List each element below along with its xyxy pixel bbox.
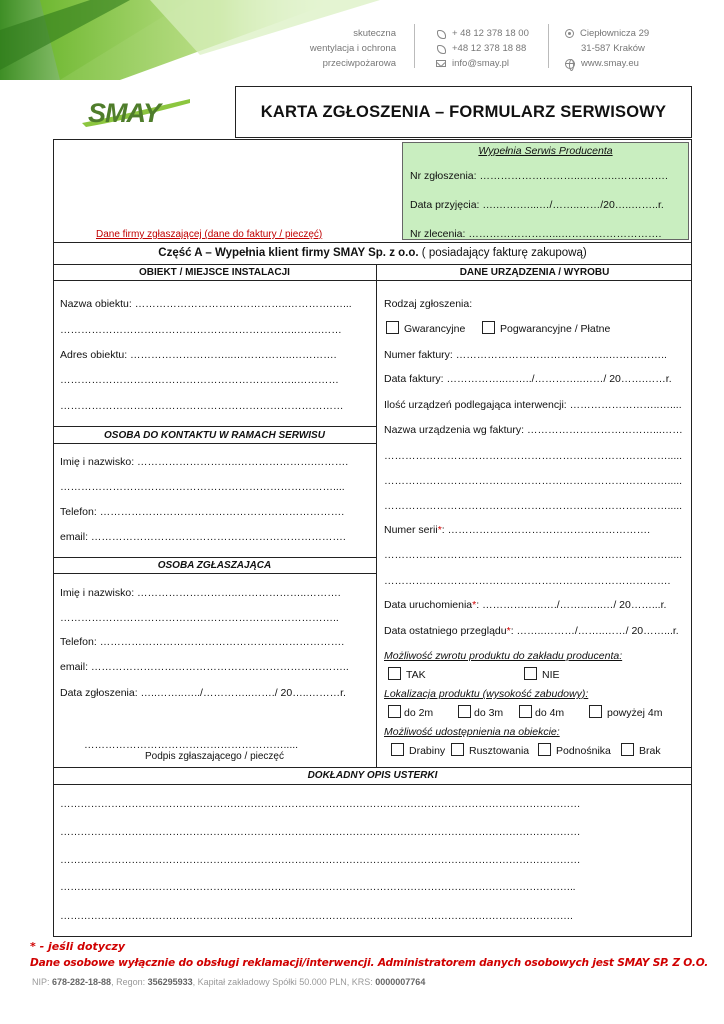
header-divider-2	[548, 24, 549, 68]
nazwa-urzadzenia-cont-1[interactable]: ……………………………………………………………………….....	[384, 450, 683, 462]
kontakt-telefon-field[interactable]: Telefon: …………………………………………………………….	[60, 506, 345, 518]
rodzaj-label: Rodzaj zgłoszenia:	[384, 298, 473, 310]
part-a-note: ( posiadający fakturę zakupową)	[418, 247, 587, 259]
part-a-bold: Część A – Wypełnia klient firmy SMAY Sp. z o.o.	[158, 247, 419, 259]
data-przyjecia-field[interactable]: Data przyjęcia: ….…….…...…/……..……/20…..……..r.	[410, 199, 664, 211]
do2m-option[interactable]	[388, 705, 433, 719]
numer-faktury-field[interactable]: Numer faktury: ……………………………………..……………..	[384, 349, 667, 361]
divider	[53, 443, 376, 444]
nie-option[interactable]	[524, 667, 560, 681]
podnosnika-option[interactable]	[538, 743, 611, 757]
opis-line-4[interactable]: ……………………………………………………………………………………………………………………………………..	[60, 881, 576, 893]
pogwarancyjne-option[interactable]	[482, 321, 610, 335]
nie-checkbox[interactable]	[524, 667, 537, 680]
adres-obiektu-cont-2[interactable]: ………………………………………………………………………	[60, 400, 344, 412]
header-contact-phones	[436, 26, 529, 71]
signature-label: Podpis zgłaszającego / pieczęć	[145, 751, 284, 762]
location-icon	[565, 29, 574, 38]
nip-label: NIP:	[32, 977, 53, 987]
capital-label: , Kapitał zakładowy Spółki 50.000 PLN, KRS:	[192, 977, 376, 987]
column-divider	[376, 264, 377, 767]
do2m-label: do 2m	[404, 707, 434, 719]
nazwa-urzadzenia-field[interactable]: Nazwa urządzenia wg faktury: ………………………………...……	[384, 424, 683, 436]
globe-icon	[565, 59, 575, 69]
gwarancyjne-option[interactable]	[386, 321, 465, 335]
data-przegladu-dots: : ……..………/……..……/ 20……...r.	[510, 625, 679, 637]
data-przegladu-label: Data ostatniego przeglądu	[384, 625, 507, 637]
tagline-line-1: skuteczna	[353, 28, 396, 39]
nazwa-urzadzenia-cont-2[interactable]: ……………………………………………………………………….....	[384, 475, 683, 487]
mozliwosc-zwrotu-label: Możliwość zwrotu produktu do zakładu producenta:	[384, 650, 623, 662]
mail-icon	[436, 60, 446, 67]
zglaszajaca-header: OSOBA ZGŁASZAJĄCA	[157, 560, 272, 571]
numer-serii-field[interactable]	[384, 524, 650, 536]
divider	[53, 280, 692, 281]
data-zgloszenia-field[interactable]: Data zgłoszenia: …..……..…../…………..……./ 20…..………r.	[60, 687, 346, 699]
podnosnika-checkbox[interactable]	[538, 743, 551, 756]
tak-checkbox[interactable]	[388, 667, 401, 680]
rusztowania-label: Rusztowania	[469, 745, 530, 757]
header-divider-1	[414, 24, 415, 68]
nr-zgloszenia-field[interactable]: Nr zgłoszenia: ………………………..………..……..…….	[410, 170, 668, 182]
drabiny-label: Drabiny	[409, 745, 446, 757]
nazwa-urzadzenia-cont-3[interactable]: ……………………………………………………………………….....	[384, 500, 683, 512]
pogwarancyjne-checkbox[interactable]	[482, 321, 495, 334]
zglaszajaca-email-field[interactable]: email: ………………………………………………………………..	[60, 661, 349, 673]
phone-2: +48 12 378 18 88	[452, 43, 527, 54]
data-faktury-field[interactable]: Data faktury: ……………..……../…………..……/ 20…….……r.	[384, 373, 672, 385]
opis-line-3[interactable]: ………………………………………………………………………………………………………………………………………	[60, 854, 581, 866]
do3m-option[interactable]	[458, 705, 503, 719]
required-star: *	[437, 524, 442, 536]
fax-icon	[436, 44, 446, 54]
gwarancyjne-label: Gwarancyjne	[404, 323, 466, 335]
gwarancyjne-checkbox[interactable]	[386, 321, 399, 334]
divider	[53, 264, 692, 265]
powyzej4m-checkbox[interactable]	[589, 705, 602, 718]
website: www.smay.eu	[581, 58, 639, 69]
lokalizacja-label: Lokalizacja produktu (wysokość zabudowy):	[384, 688, 589, 700]
divider	[53, 242, 692, 243]
do2m-checkbox[interactable]	[388, 705, 401, 718]
form-title: KARTA ZGŁOSZENIA – FORMULARZ SERWISOWY	[235, 86, 692, 138]
required-star: *	[506, 625, 511, 637]
krs-value: 0000007764	[375, 977, 426, 987]
rusztowania-option[interactable]	[451, 743, 529, 757]
numer-serii-dots: : ………………………………………………….	[441, 524, 651, 536]
divider	[53, 426, 376, 427]
powyzej4m-option[interactable]	[589, 705, 662, 719]
city: 31-587 Kraków	[581, 43, 645, 54]
footnote: * - jeśli dotyczy	[30, 940, 126, 953]
divider	[53, 557, 376, 558]
required-star: *	[472, 599, 477, 611]
divider	[53, 573, 376, 574]
opis-line-1[interactable]: ………………………………………………………………………………………………………………………………………	[60, 798, 581, 810]
numer-serii-cont[interactable]: ……………………………………………………………………….....	[384, 549, 683, 561]
drabiny-checkbox[interactable]	[391, 743, 404, 756]
opis-header: DOKŁADNY OPIS USTERKI	[307, 770, 438, 781]
opis-line-2[interactable]: ………………………………………………………………………………………………………………………………………	[60, 826, 581, 838]
podnosnika-label: Podnośnika	[556, 745, 611, 757]
registration-line	[32, 977, 425, 987]
svg-text:SMAY: SMAY	[88, 98, 161, 128]
producer-box-title: Wypełnia Serwis Producenta	[478, 145, 613, 157]
divider	[53, 767, 692, 768]
company-data-label: Dane firmy zgłaszającej (dane do faktury / pieczęć)	[96, 229, 323, 240]
part-a-heading	[53, 247, 692, 259]
header-tagline	[300, 26, 396, 71]
tagline-line-3: przeciwpożarowa	[322, 58, 396, 69]
brak-checkbox[interactable]	[621, 743, 634, 756]
nazwa-obiektu-cont[interactable]: …………………………………………………………..…….……	[60, 324, 342, 336]
udostepnienia-label: Możliwość udostępnienia na obiekcie:	[384, 726, 560, 738]
do4m-checkbox[interactable]	[519, 705, 532, 718]
kontakt-imie-cont[interactable]: ……………………………………………………………………....	[60, 481, 345, 493]
ilosc-urzadzen-field[interactable]: Ilość urządzeń podlegająca interwencji: ……………………..…....	[384, 399, 682, 411]
do4m-label: do 4m	[535, 707, 565, 719]
zglaszajaca-imie-field[interactable]: Imię i nazwisko: ………………………..………………..……….	[60, 587, 341, 599]
data-uruchomienia-label: Data uruchomienia	[384, 599, 473, 611]
drabiny-option[interactable]	[391, 743, 445, 757]
kontakt-imie-field[interactable]: Imię i nazwisko: ………………………..………………….……….	[60, 456, 349, 468]
do4m-option[interactable]	[519, 705, 564, 719]
numer-serii-label: Numer serii	[384, 524, 438, 536]
do3m-label: do 3m	[474, 707, 504, 719]
data-uruchomienia-dots: : ………….…..…./……..…..…/ 20……...r.	[476, 599, 667, 611]
nazwa-obiektu-field[interactable]: Nazwa obiektu: ……………………………………..………….…...	[60, 298, 352, 310]
zglaszajaca-telefon-field[interactable]: Telefon: …………………………………………………………….	[60, 636, 345, 648]
email-address: info@smay.pl	[452, 58, 509, 69]
nip-value: 678-282-18-88	[52, 977, 112, 987]
obiekt-header: OBIEKT / MIEJSCE INSTALACJI	[139, 267, 290, 278]
data-przegladu-field[interactable]	[384, 625, 679, 637]
adres-obiektu-field[interactable]: Adres obiektu: ………………………...……………..………….	[60, 349, 337, 361]
brak-option[interactable]	[621, 743, 661, 757]
street: Ciepłownicza 29	[580, 28, 650, 39]
do3m-checkbox[interactable]	[458, 705, 471, 718]
adres-obiektu-cont[interactable]: …………………………………………………………..…………	[60, 374, 339, 386]
tak-option[interactable]	[388, 667, 426, 681]
phone-1: + 48 12 378 18 00	[452, 28, 529, 39]
regon-label: , Regon:	[111, 977, 148, 987]
signature-line[interactable]: ………………………………………………….....	[84, 739, 299, 751]
opis-line-5[interactable]: …………………………………………………………………………………………………………………………………….	[60, 910, 573, 922]
numer-serii-cont-2[interactable]: ……………………………………………………………………….	[384, 575, 671, 587]
data-uruchomienia-field[interactable]	[384, 599, 666, 611]
regon-value: 356295933	[147, 977, 193, 987]
tak-label: TAK	[406, 669, 426, 681]
pogwarancyjne-label: Pogwarancyjne / Płatne	[500, 323, 611, 335]
brak-label: Brak	[639, 745, 661, 757]
producer-service-box	[402, 142, 689, 240]
phone-icon	[436, 29, 446, 39]
header-contact-address	[565, 26, 649, 71]
kontakt-email-field[interactable]: email: ……………………………………………………………….	[60, 531, 346, 543]
kontakt-header: OSOBA DO KONTAKTU W RAMACH SERWISU	[104, 430, 325, 441]
tagline-line-2: wentylacja i ochrona	[309, 43, 396, 54]
gdpr-note: Dane osobowe wyłącznie do obsługi reklamacji/interwencji. Administratorem danych osobowych jest SMAY SP. Z O.O.	[30, 957, 709, 969]
urzadzenie-header: DANE URZĄDZENIA / WYROBU	[459, 267, 610, 278]
smay-logo	[82, 93, 192, 133]
zglaszajaca-imie-cont[interactable]: ……………………………………………………………………..	[60, 612, 339, 624]
rusztowania-checkbox[interactable]	[451, 743, 464, 756]
powyzej4m-label: powyżej 4m	[607, 707, 663, 719]
nie-label: NIE	[542, 669, 560, 681]
nr-zlecenia-field[interactable]: Nr zlecenia: ……………………...……….……………….	[410, 228, 662, 240]
divider	[53, 784, 692, 785]
